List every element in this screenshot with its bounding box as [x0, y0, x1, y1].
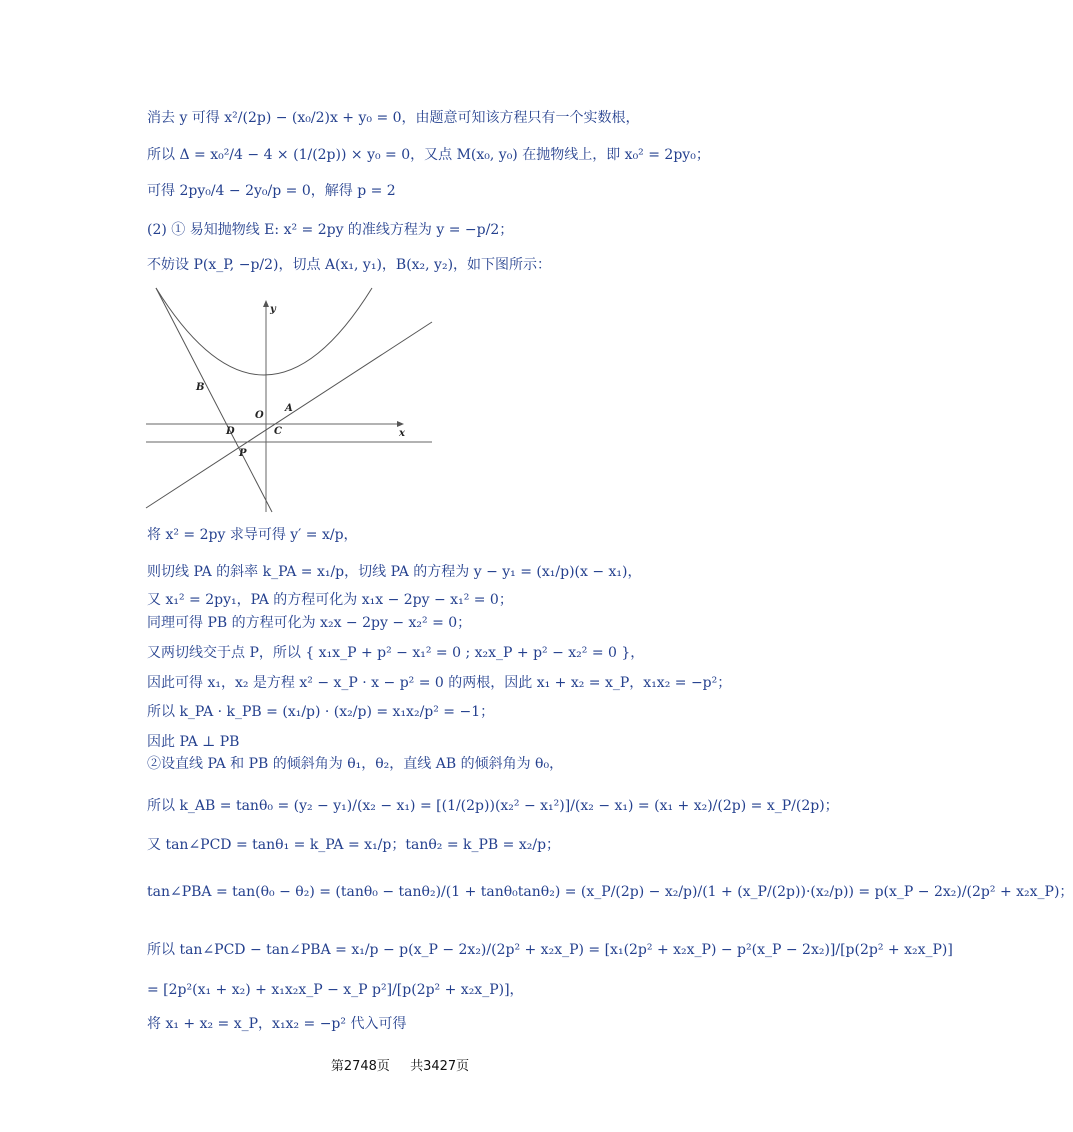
label-a: A: [285, 403, 293, 414]
solution-line-8: 又 x₁² = 2py₁，PA 的方程可化为 x₁x − 2py − x₁² = 0；: [147, 592, 513, 608]
page-footer: [0, 1055, 800, 1074]
label-y: y: [270, 304, 276, 315]
solution-line-18: 所以 tan∠PCD − tan∠PBA = x₁/p − p(x_P − 2x₂)/(2p² + x₂x_P) = [x₁(2p² + x₂x_P) − p²(x_P − 2x₂)]/[p(2p² + x₂x_P)]: [147, 942, 953, 958]
label-x: x: [399, 428, 405, 439]
page-number: 第2748页: [330, 1059, 390, 1074]
tangent-line-pb: [156, 288, 272, 512]
label-o: O: [255, 410, 264, 421]
solution-line-15: 所以 k_AB = tanθ₀ = (y₂ − y₁)/(x₂ − x₁) = [(1/(2p))(x₂² − x₁²)]/(x₂ − x₁) = (x₁ + x₂)/(2p) = x_P/(2p)；: [147, 798, 839, 814]
x-axis-arrow: [397, 421, 404, 427]
total-pages: 共3427页: [410, 1059, 470, 1074]
solution-line-16: 又 tan∠PCD = tanθ₁ = k_PA = x₁/p；tanθ₂ = k_PB = x₂/p；: [147, 837, 561, 853]
parabola-figure: [146, 282, 432, 512]
solution-line-4: (2) ① 易知抛物线 E: x² = 2py 的准线方程为 y = −p/2；: [147, 222, 514, 238]
label-p: P: [239, 448, 247, 459]
solution-line-1: 消去 y 可得 x²/(2p) − (x₀/2)x + y₀ = 0，由题意可知该方程只有一个实数根，: [147, 110, 640, 126]
solution-line-13: 因此 PA ⊥ PB: [147, 734, 240, 750]
solution-line-5: 不妨设 P(x_P, −p/2)，切点 A(x₁, y₁)，B(x₂, y₂)，如下图所示：: [147, 257, 552, 273]
solution-line-17: tan∠PBA = tan(θ₀ − θ₂) = (tanθ₀ − tanθ₂)/(1 + tanθ₀tanθ₂) = (x_P/(2p) − x₂/p)/(1 + (x_P/(2p))·(x₂/p)) = p(x_P − 2x₂)/(2p² + x₂x_P)；: [147, 884, 1073, 900]
solution-line-14: ②设直线 PA 和 PB 的倾斜角为 θ₁，θ₂，直线 AB 的倾斜角为 θ₀，: [147, 756, 564, 772]
tangent-line-pa: [146, 322, 432, 508]
solution-line-6: 将 x² = 2py 求导可得 y′ = x/p，: [147, 527, 358, 543]
solution-line-2: 所以 Δ = x₀²/4 − 4 × (1/(2p)) × y₀ = 0，又点 M(x₀, y₀) 在抛物线上，即 x₀² = 2py₀；: [147, 147, 710, 163]
solution-line-11: 因此可得 x₁，x₂ 是方程 x² − x_P · x − p² = 0 的两根，因此 x₁ + x₂ = x_P，x₁x₂ = −p²；: [147, 675, 732, 691]
solution-line-3: 可得 2py₀/4 − 2y₀/p = 0，解得 p = 2: [147, 183, 396, 199]
parabola-curve: [156, 288, 372, 375]
label-b: B: [196, 382, 205, 393]
y-axis-arrow: [263, 300, 269, 307]
solution-line-20: 将 x₁ + x₂ = x_P，x₁x₂ = −p² 代入可得: [147, 1016, 407, 1032]
label-d: D: [226, 426, 235, 437]
solution-line-12: 所以 k_PA · k_PB = (x₁/p) · (x₂/p) = x₁x₂/p² = −1；: [147, 704, 495, 720]
solution-line-7: 则切线 PA 的斜率 k_PA = x₁/p，切线 PA 的方程为 y − y₁ = (x₁/p)(x − x₁)，: [147, 564, 642, 580]
solution-line-19: = [2p²(x₁ + x₂) + x₁x₂x_P − x_P p²]/[p(2p² + x₂x_P)]，: [147, 982, 524, 998]
solution-line-10: 又两切线交于点 P，所以 { x₁x_P + p² − x₁² = 0 ; x₂x_P + p² − x₂² = 0 }，: [147, 645, 645, 661]
label-c: C: [274, 426, 282, 437]
solution-line-9: 同理可得 PB 的方程可化为 x₂x − 2py − x₂² = 0；: [147, 615, 472, 631]
